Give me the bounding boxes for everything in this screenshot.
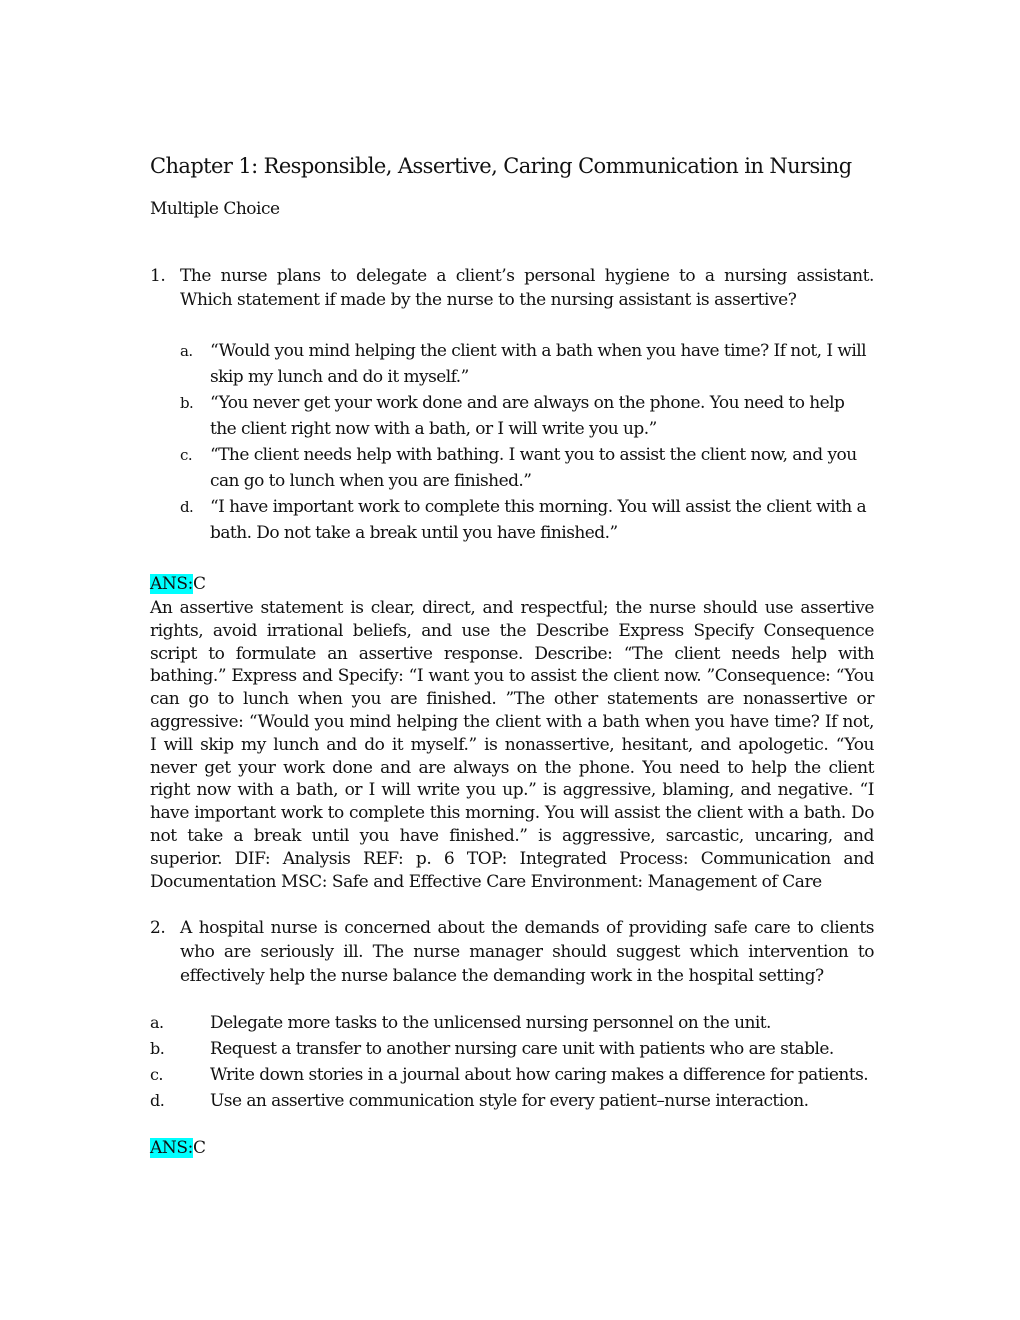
option-letter: a. (180, 342, 193, 360)
chapter-title: Chapter 1: Responsible, Assertive, Caring Communication in Nursing (150, 154, 852, 178)
option-letter: b. (180, 394, 194, 412)
option-b (150, 1036, 874, 1062)
option-letter: b. (150, 1039, 165, 1058)
option-letter: a. (150, 1013, 164, 1032)
option-c (150, 442, 874, 494)
question-number: 2. (150, 918, 166, 938)
option-text: Use an assertive communication style for every patient–nurse interaction. (210, 1091, 809, 1111)
answer-value: C (192, 574, 206, 594)
option-text: “Would you mind helping the client with a bath when you have time? If not, I will skip my lunch and do it myself.” (210, 341, 867, 387)
answer-label: ANS: (150, 1138, 193, 1158)
option-letter: d. (150, 1091, 165, 1110)
option-text: Request a transfer to another nursing care unit with patients who are stable. (210, 1039, 834, 1059)
question-2-options (150, 1010, 874, 1114)
option-text: “The client needs help with bathing. I want you to assist the client now, and you can go to lunch when you are finished.” (210, 445, 857, 491)
answer-line-2 (150, 1136, 206, 1160)
answer-line-1 (150, 572, 206, 596)
answer-label: ANS: (150, 574, 193, 594)
option-text: Write down stories in a journal about how caring makes a difference for patients. (210, 1065, 869, 1085)
option-d (150, 494, 874, 546)
question-text: A hospital nurse is concerned about the demands of providing safe care to clients who are seriously ill. The nurse manager should suggest which intervention to effectively help the nurse balance the demanding work in the hospital setting? (180, 918, 874, 986)
option-a (150, 338, 874, 390)
rationale-text: An assertive statement is clear, direct, and respectful; the nurse should use assertive rights, avoid irrational beliefs, and use the Describe Express Specify Consequence script to formulate an assertive response. Describe: “The client needs help with bathing.” Express and Specify: “I want you to assist the client now. ”Consequence: “You can go to lunch when you are finished. ”The other statements are nonassertive or aggressive: “Would you mind helping the client with a bath when you have time? If not, I will skip my lunch and do it myself.” is nonassertive, hesitant, and apologetic. “You never get your work done and are always on the phone. You need to help the client right now with a bath, or I will write you up.” is aggressive, blaming, and negative. “I have important work to complete this morning. You will assist the client with a bath. Do not take a break until you have finished.” is aggressive, sarcastic, uncaring, and superior. DIF: Analysis REF: p. 6 TOP: Integrated Process: Communication and Documentation MSC: Safe and Effective Care Environment: Management of Care (150, 598, 874, 892)
option-d (150, 1088, 874, 1114)
option-letter: c. (180, 446, 193, 464)
option-a (150, 1010, 874, 1036)
section-subtitle: Multiple Choice (150, 199, 280, 219)
option-text: Delegate more tasks to the unlicensed nursing personnel on the unit. (210, 1013, 771, 1033)
option-text: “I have important work to complete this morning. You will assist the client with a bath. Do not take a break until you have finished.” (210, 497, 867, 543)
question-number: 1. (150, 266, 166, 286)
question-1-options (150, 338, 874, 546)
option-b (150, 390, 874, 442)
question-1 (150, 264, 874, 312)
option-text: “You never get your work done and are always on the phone. You need to help the client right now with a bath, or I will write you up.” (210, 393, 845, 439)
question-text: The nurse plans to delegate a client’s personal hygiene to a nursing assistant. Which statement if made by the nurse to the nursing assistant is assertive? (180, 266, 874, 310)
question-2 (150, 916, 874, 988)
option-letter: c. (150, 1065, 163, 1084)
option-letter: d. (180, 498, 194, 516)
answer-value: C (192, 1138, 206, 1158)
option-c (150, 1062, 874, 1088)
